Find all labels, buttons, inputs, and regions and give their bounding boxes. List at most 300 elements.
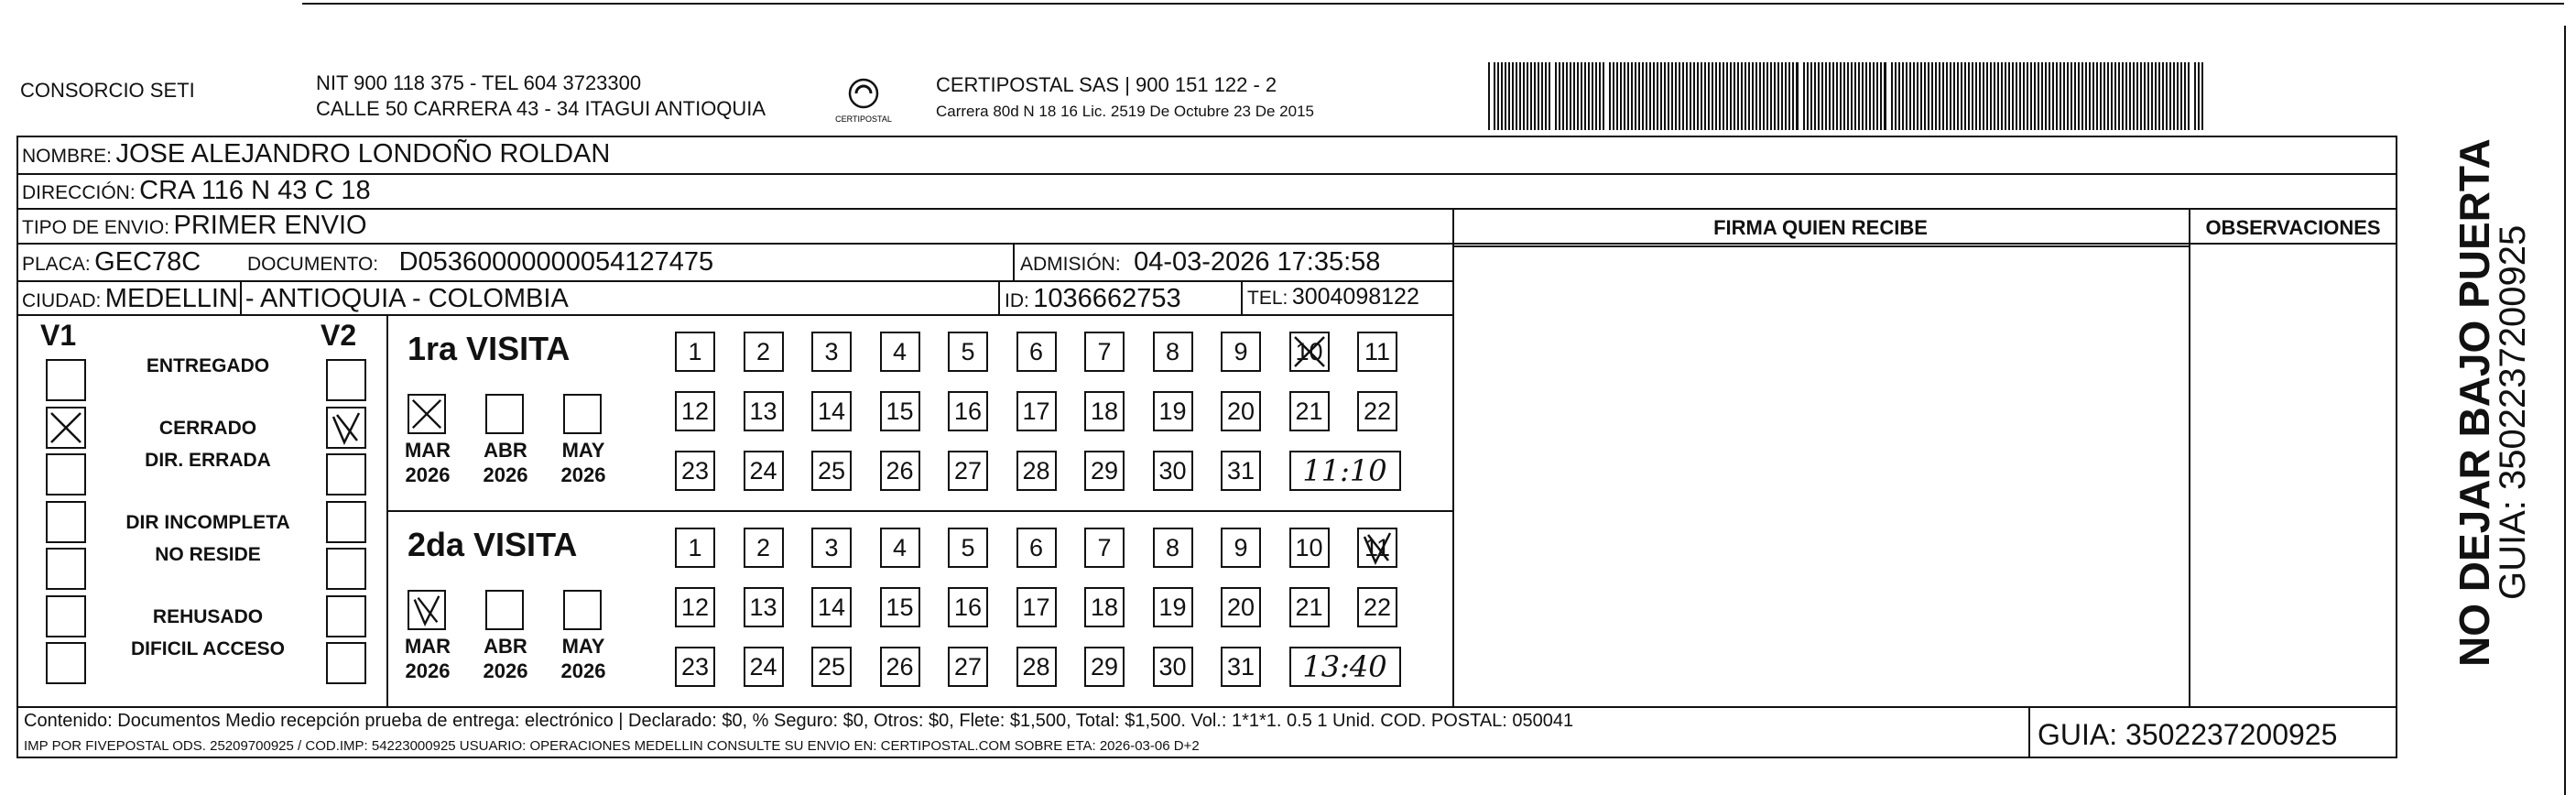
status-label: DIR INCOMPLETA: [125, 511, 290, 533]
day-box[interactable]: 1: [675, 528, 715, 568]
barcode-bar: [1686, 62, 1688, 130]
barcode-bar: [1854, 62, 1856, 130]
barcode-bar: [1986, 62, 1988, 130]
barcode-bar: [1847, 62, 1849, 130]
visit-title: 2da VISITA: [408, 526, 578, 563]
footer-line: [16, 706, 2397, 708]
month-label: [556, 634, 611, 683]
barcode-bar: [2049, 62, 2050, 130]
side-warning: NO DEJAR BAJO PUERTA: [2451, 138, 2498, 667]
day-box[interactable]: 7: [1084, 332, 1125, 372]
observaciones-header: OBSERVACIONES: [2205, 216, 2381, 239]
barcode-bar: [2188, 62, 2190, 130]
month-label: [400, 634, 455, 683]
admision-label: ADMISIÓN:: [1020, 254, 1121, 275]
day-box[interactable]: 26: [880, 451, 920, 491]
barcode-bar: [1869, 62, 1871, 130]
barcode-bar: [1755, 62, 1757, 130]
barcode-bar: [1566, 62, 1568, 130]
barcode-bar: [1752, 62, 1754, 130]
barcode-bar: [1488, 62, 1490, 130]
barcode-bar: [1950, 62, 1951, 130]
barcode-bar: [2030, 62, 2032, 130]
barcode-bar: [1715, 62, 1717, 130]
barcode-bar: [2060, 62, 2061, 130]
barcode-bar: [1595, 62, 1597, 130]
barcode-bar: [1942, 62, 1944, 130]
barcode-bar: [2016, 62, 2017, 130]
month-name: ABR: [484, 439, 527, 462]
month-year: 2026: [483, 463, 528, 486]
barcode-bar: [2052, 62, 2054, 130]
day-box[interactable]: 13: [744, 391, 784, 431]
ciudad-row: [22, 284, 569, 314]
day-box[interactable]: 10: [1289, 332, 1330, 372]
barcode-bar: [1979, 62, 1981, 130]
month-year: 2026: [560, 463, 606, 486]
day-box[interactable]: 22: [1357, 391, 1397, 431]
day-box[interactable]: 1: [675, 332, 715, 372]
barcode-bar: [1624, 62, 1625, 130]
documento-label: DOCUMENTO:: [247, 254, 379, 275]
barcode-bar: [1690, 62, 1691, 130]
v1-label: V1: [40, 319, 77, 352]
v2-checkbox[interactable]: [326, 595, 366, 637]
day-box[interactable]: 25: [811, 451, 852, 491]
barcode-bar: [1884, 62, 1886, 130]
day-box[interactable]: 23: [675, 451, 715, 491]
barcode-bar: [1497, 62, 1499, 130]
barcode-bar: [1781, 62, 1783, 130]
day-box[interactable]: 4: [880, 528, 920, 568]
barcode-bar: [1599, 62, 1601, 130]
barcode-bar: [1620, 62, 1622, 130]
barcode-bar: [2089, 62, 2091, 130]
barcode-bar: [1825, 62, 1827, 130]
day-box[interactable]: 27: [948, 451, 988, 491]
day-box[interactable]: 19: [1153, 587, 1193, 627]
barcode-bar: [1664, 62, 1666, 130]
direccion-row: [22, 176, 371, 206]
day-box[interactable]: 18: [1084, 391, 1125, 431]
day-box[interactable]: 3: [811, 528, 852, 568]
month-year: 2026: [560, 659, 606, 682]
firma-header: FIRMA QUIEN RECIBE: [1713, 216, 1928, 239]
day-box[interactable]: 31: [1221, 647, 1261, 687]
barcode-bar: [2005, 62, 2006, 130]
nit-line: NIT 900 118 375 - TEL 604 3723300: [316, 71, 642, 94]
day-box[interactable]: 21: [1289, 391, 1330, 431]
time-box[interactable]: 11:10: [1289, 451, 1401, 491]
month-label: [400, 438, 455, 487]
barcode-bar: [1876, 62, 1878, 130]
barcode-bar: [2085, 62, 2087, 130]
barcode-bar: [2034, 62, 2036, 130]
barcode-bar: [2114, 62, 2116, 130]
placa-row: [22, 247, 201, 278]
month-name: MAY: [561, 635, 605, 658]
month-checkbox[interactable]: [563, 590, 602, 630]
firma-underline: [1452, 245, 2189, 247]
barcode-bar: [1939, 62, 1940, 130]
day-box[interactable]: 12: [675, 587, 715, 627]
barcode-bar: [1873, 62, 1875, 130]
barcode-bar: [1603, 62, 1604, 130]
day-box[interactable]: 8: [1153, 332, 1193, 372]
barcode-bar: [2074, 62, 2076, 130]
barcode-bar: [1577, 62, 1579, 130]
day-box[interactable]: 26: [880, 647, 920, 687]
barcode-bar: [1530, 62, 1532, 130]
status-label: NO RESIDE: [155, 544, 261, 565]
barcode-bar: [1891, 62, 1893, 130]
day-box[interactable]: 25: [811, 647, 852, 687]
barcode-bar: [1745, 62, 1746, 130]
barcode-bar: [1631, 62, 1633, 130]
barcode-bar: [2063, 62, 2065, 130]
barcode-bar: [1821, 62, 1823, 130]
tel-value: 3004098122: [1291, 284, 1419, 310]
barcode-bar: [2151, 62, 2153, 130]
day-box[interactable]: 2: [744, 332, 784, 372]
barcode-bar: [2067, 62, 2069, 130]
barcode-bar: [1975, 62, 1977, 130]
day-box[interactable]: 9: [1221, 332, 1261, 372]
barcode-bar: [1865, 62, 1867, 130]
barcode-bar: [1570, 62, 1571, 130]
day-box[interactable]: 30: [1153, 647, 1193, 687]
month-label: [556, 438, 611, 487]
barcode-bar: [2194, 62, 2196, 130]
day-box[interactable]: 30: [1153, 451, 1193, 491]
address-line: CALLE 50 CARRERA 43 - 34 ITAGUI ANTIOQUIA: [316, 97, 766, 120]
barcode-bar: [1712, 62, 1713, 130]
certipostal-logo: [831, 71, 896, 126]
barcode-bar: [1917, 62, 1918, 130]
barcode-bar: [1935, 62, 1937, 130]
barcode-bar: [1832, 62, 1834, 130]
day-box[interactable]: 5: [948, 332, 988, 372]
barcode-bar: [1748, 62, 1750, 130]
month-name: MAY: [561, 439, 605, 462]
barcode-bar: [1708, 62, 1710, 130]
side-guia: GUIA: 3502237200925: [2493, 224, 2533, 600]
handwritten-x-mark: [1291, 333, 1328, 370]
day-box[interactable]: 5: [948, 528, 988, 568]
barcode-bar: [2038, 62, 2039, 130]
barcode-bar: [1734, 62, 1735, 130]
barcode-bar: [1693, 62, 1695, 130]
barcode-bar: [2177, 62, 2179, 130]
barcode-bar: [1701, 62, 1702, 130]
barcode-bar: [1957, 62, 1959, 130]
barcode-bar: [2100, 62, 2102, 130]
barcode-bar: [1990, 62, 1992, 130]
day-box[interactable]: 19: [1153, 391, 1193, 431]
status-label: CERRADO: [158, 417, 257, 439]
barcode-bar: [2184, 62, 2186, 130]
status-label: ENTREGADO: [146, 355, 270, 376]
handwritten-x-mark: [409, 396, 444, 432]
barcode-bar: [1840, 62, 1842, 130]
barcode-bar: [2162, 62, 2164, 130]
day-box[interactable]: 21: [1289, 587, 1330, 627]
placa-label: PLACA:: [22, 254, 91, 275]
barcode-bar: [1616, 62, 1618, 130]
day-box[interactable]: 14: [811, 587, 852, 627]
barcode-bar: [1788, 62, 1790, 130]
day-box[interactable]: 14: [811, 391, 852, 431]
day-box[interactable]: 11: [1357, 528, 1397, 568]
v1-checkbox[interactable]: [46, 359, 86, 401]
v2-checkbox[interactable]: [326, 501, 366, 543]
barcode-bar: [1653, 62, 1655, 130]
col-line: [998, 280, 1000, 314]
day-box[interactable]: 20: [1221, 391, 1261, 431]
documento-value: D05360000000054127475: [398, 247, 714, 277]
direccion-value: CRA 116 N 43 C 18: [139, 176, 371, 205]
day-box[interactable]: 16: [948, 391, 988, 431]
barcode-bar: [2169, 62, 2171, 130]
col-line: [2028, 706, 2030, 758]
day-box[interactable]: 2: [744, 528, 784, 568]
day-box[interactable]: 10: [1289, 528, 1330, 568]
barcode-bar: [1723, 62, 1724, 130]
month-checkbox[interactable]: [408, 590, 446, 630]
barcode-bar: [1913, 62, 1915, 130]
barcode-bar: [1638, 62, 1640, 130]
barcode-bar: [2144, 62, 2146, 130]
v1-checkbox[interactable]: [46, 548, 86, 590]
id-label: ID:: [1005, 290, 1029, 311]
barcode-bar: [2001, 62, 2003, 130]
barcode-bar: [1646, 62, 1647, 130]
day-box[interactable]: 17: [1016, 391, 1057, 431]
logo-caption: CERTIPOSTAL: [835, 114, 892, 124]
col-line: [1452, 208, 1454, 706]
v1-checkbox[interactable]: [46, 595, 86, 637]
barcode-bar: [1584, 62, 1586, 130]
v2-label: V2: [321, 319, 357, 352]
v2-checkbox[interactable]: [326, 453, 366, 496]
v2-checkbox[interactable]: [326, 359, 366, 401]
barcode-bar: [1660, 62, 1662, 130]
month-checkbox[interactable]: [563, 394, 602, 434]
day-box[interactable]: 9: [1221, 528, 1261, 568]
barcode-bar: [2008, 62, 2010, 130]
day-box[interactable]: 11: [1357, 332, 1397, 372]
v2-checkbox[interactable]: [326, 407, 366, 449]
month-year: 2026: [405, 659, 451, 682]
barcode-bar: [1609, 62, 1611, 130]
barcode-bar: [1895, 62, 1897, 130]
day-box[interactable]: 6: [1016, 332, 1057, 372]
barcode-image: [1488, 62, 2212, 130]
day-box[interactable]: 15: [880, 587, 920, 627]
month-checkbox[interactable]: [408, 394, 446, 434]
barcode-bar: [1843, 62, 1845, 130]
barcode-bar: [2147, 62, 2149, 130]
footer-content: Contenido: Documentos Medio recepción prueba de entrega: electrónico | Declarado: $0, % Seguro: $0, Otros: $0, Flete: $1,500, Total: $1,500. Vol.: 1*1*1. 0.5 1 Unid. COD. POSTAL: 050041: [24, 711, 1574, 731]
barcode-bar: [1541, 62, 1543, 130]
day-box[interactable]: 13: [744, 587, 784, 627]
barcode-bar: [1559, 62, 1560, 130]
barcode-bar: [2041, 62, 2043, 130]
certipostal-line: CERTIPOSTAL SAS | 900 151 122 - 2: [936, 73, 1277, 96]
barcode-bar: [2129, 62, 2131, 130]
barcode-bar: [2111, 62, 2113, 130]
row-line: [16, 208, 2397, 210]
tipo-value: PRIMER ENVIO: [173, 211, 367, 240]
v1-checkbox[interactable]: [46, 501, 86, 543]
barcode-bar: [1555, 62, 1557, 130]
barcode-bar: [1512, 62, 1514, 130]
tel-row: [1247, 284, 1419, 310]
handwritten-x-mark: [48, 408, 84, 447]
barcode-bar: [1997, 62, 1999, 130]
barcode-bar: [1928, 62, 1929, 130]
barcode-bar: [1803, 62, 1805, 130]
barcode-bar: [1807, 62, 1809, 130]
admision-row: [1020, 247, 1380, 278]
barcode-bar: [1759, 62, 1761, 130]
barcode-bar: [1858, 62, 1860, 130]
barcode-bar: [1516, 62, 1517, 130]
day-box[interactable]: 22: [1357, 587, 1397, 627]
row-line: [16, 243, 2397, 245]
barcode-bar: [1851, 62, 1853, 130]
barcode-bar: [1814, 62, 1816, 130]
barcode-bar: [1697, 62, 1699, 130]
barcode-bar: [1704, 62, 1706, 130]
v2-checkbox[interactable]: [326, 548, 366, 590]
day-box[interactable]: 6: [1016, 528, 1057, 568]
barcode-bar: [1527, 62, 1528, 130]
barcode-bar: [1898, 62, 1900, 130]
day-box[interactable]: 28: [1016, 451, 1057, 491]
barcode-bar: [1818, 62, 1820, 130]
day-box[interactable]: 29: [1084, 451, 1125, 491]
barcode-bar: [1994, 62, 1995, 130]
day-box[interactable]: 31: [1221, 451, 1261, 491]
barcode-bar: [1657, 62, 1658, 130]
day-box[interactable]: 7: [1084, 528, 1125, 568]
visit-divider: [386, 510, 1452, 512]
barcode-bar: [1573, 62, 1575, 130]
nombre-label: NOMBRE:: [22, 146, 113, 167]
status-label: REHUSADO: [152, 605, 264, 627]
barcode-bar: [1649, 62, 1651, 130]
barcode-bar: [1581, 62, 1582, 130]
barcode-bar: [2027, 62, 2028, 130]
day-box[interactable]: 15: [880, 391, 920, 431]
right-border: [2564, 26, 2566, 795]
barcode-bar: [2125, 62, 2127, 130]
nombre-value: JOSE ALEJANDRO LONDOÑO ROLDAN: [115, 139, 611, 169]
license-line: Carrera 80d N 18 16 Lic. 2519 De Octubre 23 De 2015: [936, 103, 1314, 120]
barcode-bar: [2081, 62, 2083, 130]
day-box[interactable]: 16: [948, 587, 988, 627]
barcode-bar: [1777, 62, 1779, 130]
barcode-bar: [2166, 62, 2168, 130]
v1-checkbox[interactable]: [46, 407, 86, 449]
barcode-bar: [1836, 62, 1838, 130]
day-box[interactable]: 27: [948, 647, 988, 687]
barcode-bar: [1906, 62, 1908, 130]
company-name: CONSORCIO SETI: [20, 79, 195, 102]
barcode-bar: [2056, 62, 2058, 130]
barcode-bar: [1523, 62, 1525, 130]
barcode-bar: [1741, 62, 1743, 130]
barcode-bar: [1501, 62, 1503, 130]
month-label: [478, 438, 533, 487]
barcode-bar: [2155, 62, 2157, 130]
barcode-bar: [2071, 62, 2072, 130]
status-label: DIR. ERRADA: [145, 450, 271, 471]
v2-checkbox[interactable]: [326, 642, 366, 684]
barcode-bar: [1902, 62, 1904, 130]
v1-checkbox[interactable]: [46, 453, 86, 496]
barcode-bar: [1562, 62, 1564, 130]
barcode-bar: [2045, 62, 2047, 130]
barcode-bar: [1774, 62, 1776, 130]
direccion-label: DIRECCIÓN:: [22, 182, 136, 203]
barcode-bar: [1968, 62, 1970, 130]
footer-print-info: IMP POR FIVEPOSTAL ODS. 25209700925 / COD.IMP: 54223000925 USUARIO: OPERACIONES MEDELLIN CONSULTE SU ENVIO EN: CERTIPOSTAL.COM SOBRE ETA: 2026-03-06 D+2: [24, 738, 1200, 754]
day-box[interactable]: 23: [675, 647, 715, 687]
month-name: MAR: [404, 439, 451, 462]
barcode-bar: [1931, 62, 1933, 130]
month-name: ABR: [484, 635, 527, 658]
barcode-bar: [1635, 62, 1636, 130]
v1-checkbox[interactable]: [46, 642, 86, 684]
barcode-bar: [1796, 62, 1799, 130]
barcode-bar: [2158, 62, 2160, 130]
barcode-bar: [1592, 62, 1593, 130]
barcode-bar: [1972, 62, 1973, 130]
barcode-bar: [2096, 62, 2098, 130]
barcode-bar: [1719, 62, 1721, 130]
month-checkbox[interactable]: [485, 394, 524, 434]
month-checkbox[interactable]: [485, 590, 524, 630]
ciudad-value: MEDELLIN - ANTIOQUIA - COLOMBIA: [104, 284, 569, 313]
day-box[interactable]: 29: [1084, 647, 1125, 687]
day-box[interactable]: 18: [1084, 587, 1125, 627]
day-box[interactable]: 4: [880, 332, 920, 372]
barcode-bar: [1671, 62, 1673, 130]
handwritten-check-mark: [409, 592, 444, 628]
day-box[interactable]: 24: [744, 451, 784, 491]
day-box[interactable]: 28: [1016, 647, 1057, 687]
barcode-bar: [1920, 62, 1922, 130]
top-border: [302, 3, 2564, 5]
barcode-bar: [2019, 62, 2021, 130]
barcode-bar: [1763, 62, 1765, 130]
day-box[interactable]: 24: [744, 647, 784, 687]
barcode-bar: [2078, 62, 2080, 130]
barcode-bar: [1627, 62, 1629, 130]
time-box[interactable]: 13:40: [1289, 647, 1401, 687]
day-box[interactable]: 8: [1153, 528, 1193, 568]
day-box[interactable]: 3: [811, 332, 852, 372]
barcode-bar: [1953, 62, 1955, 130]
day-box[interactable]: 20: [1221, 587, 1261, 627]
barcode-bar: [1679, 62, 1680, 130]
tipo-row: [22, 211, 367, 241]
day-box[interactable]: 17: [1016, 587, 1057, 627]
month-year: 2026: [405, 463, 451, 486]
day-box[interactable]: 12: [675, 391, 715, 431]
